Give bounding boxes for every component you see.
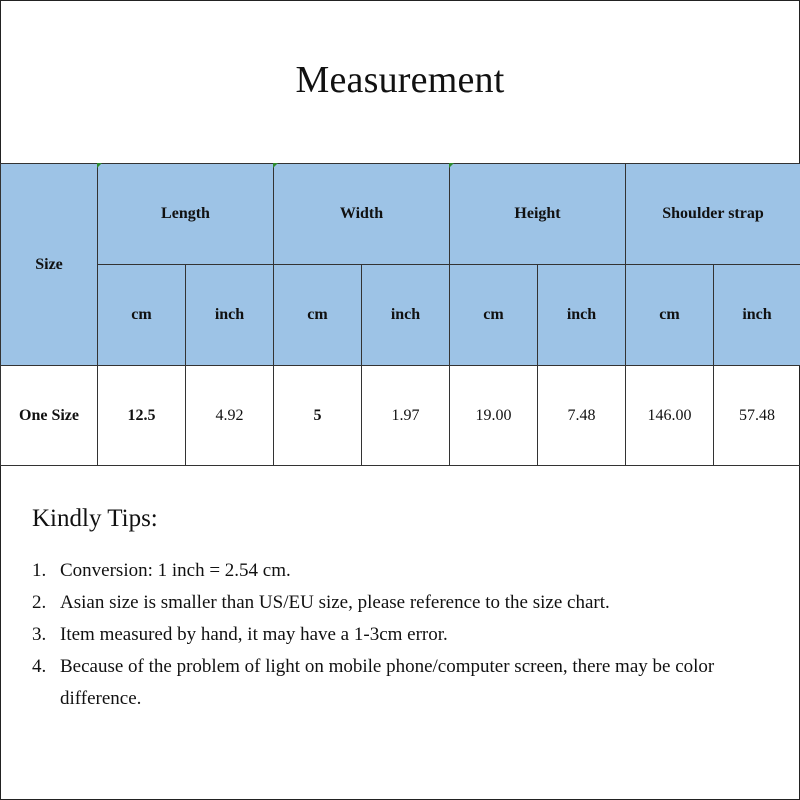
value-cell: 19.00 [450, 366, 538, 466]
unit-header: inch [362, 265, 450, 366]
tip-text: Item measured by hand, it may have a 1-3cm error. [60, 624, 448, 645]
value-cell: 12.5 [98, 366, 186, 466]
group-header-height: Height [450, 164, 626, 265]
group-header-width: Width [274, 164, 450, 265]
list-item [32, 555, 772, 587]
group-header-length: Length [98, 164, 274, 265]
size-header: Size [1, 164, 98, 366]
list-number: 3. [32, 624, 47, 645]
value-cell: 1.97 [362, 366, 450, 466]
value-cell: 5 [274, 366, 362, 466]
size-table [0, 163, 800, 466]
cell-marker-icon [449, 163, 454, 168]
list-item [32, 619, 772, 651]
unit-header: cm [98, 265, 186, 366]
tip-text: Asian size is smaller than US/EU size, please reference to the size chart. [60, 592, 610, 613]
unit-header: cm [450, 265, 538, 366]
tips-list [32, 555, 772, 715]
kindly-tips [32, 505, 772, 715]
unit-header: cm [626, 265, 714, 366]
tips-title: Kindly Tips: [32, 505, 158, 532]
list-number: 1. [32, 560, 47, 581]
unit-header: inch [714, 265, 800, 366]
page-title: Measurement [295, 59, 505, 101]
value-cell: 7.48 [538, 366, 626, 466]
list-item [32, 651, 772, 715]
size-cell: One Size [1, 366, 98, 466]
cell-marker-icon [273, 163, 278, 168]
list-number: 4. [32, 656, 47, 677]
table-row [1, 366, 800, 466]
cell-marker-icon [97, 163, 102, 168]
value-cell: 57.48 [714, 366, 800, 466]
value-cell: 146.00 [626, 366, 714, 466]
tip-text: Conversion: 1 inch = 2.54 cm. [60, 560, 291, 581]
value-cell: 4.92 [186, 366, 274, 466]
list-number: 2. [32, 592, 47, 613]
unit-header: cm [274, 265, 362, 366]
list-item [32, 587, 772, 619]
group-header-shoulder-strap: Shoulder strap [626, 164, 800, 265]
tip-text: Because of the problem of light on mobile phone/computer screen, there may be color difference. [60, 656, 715, 709]
unit-header: inch [186, 265, 274, 366]
unit-header: inch [538, 265, 626, 366]
